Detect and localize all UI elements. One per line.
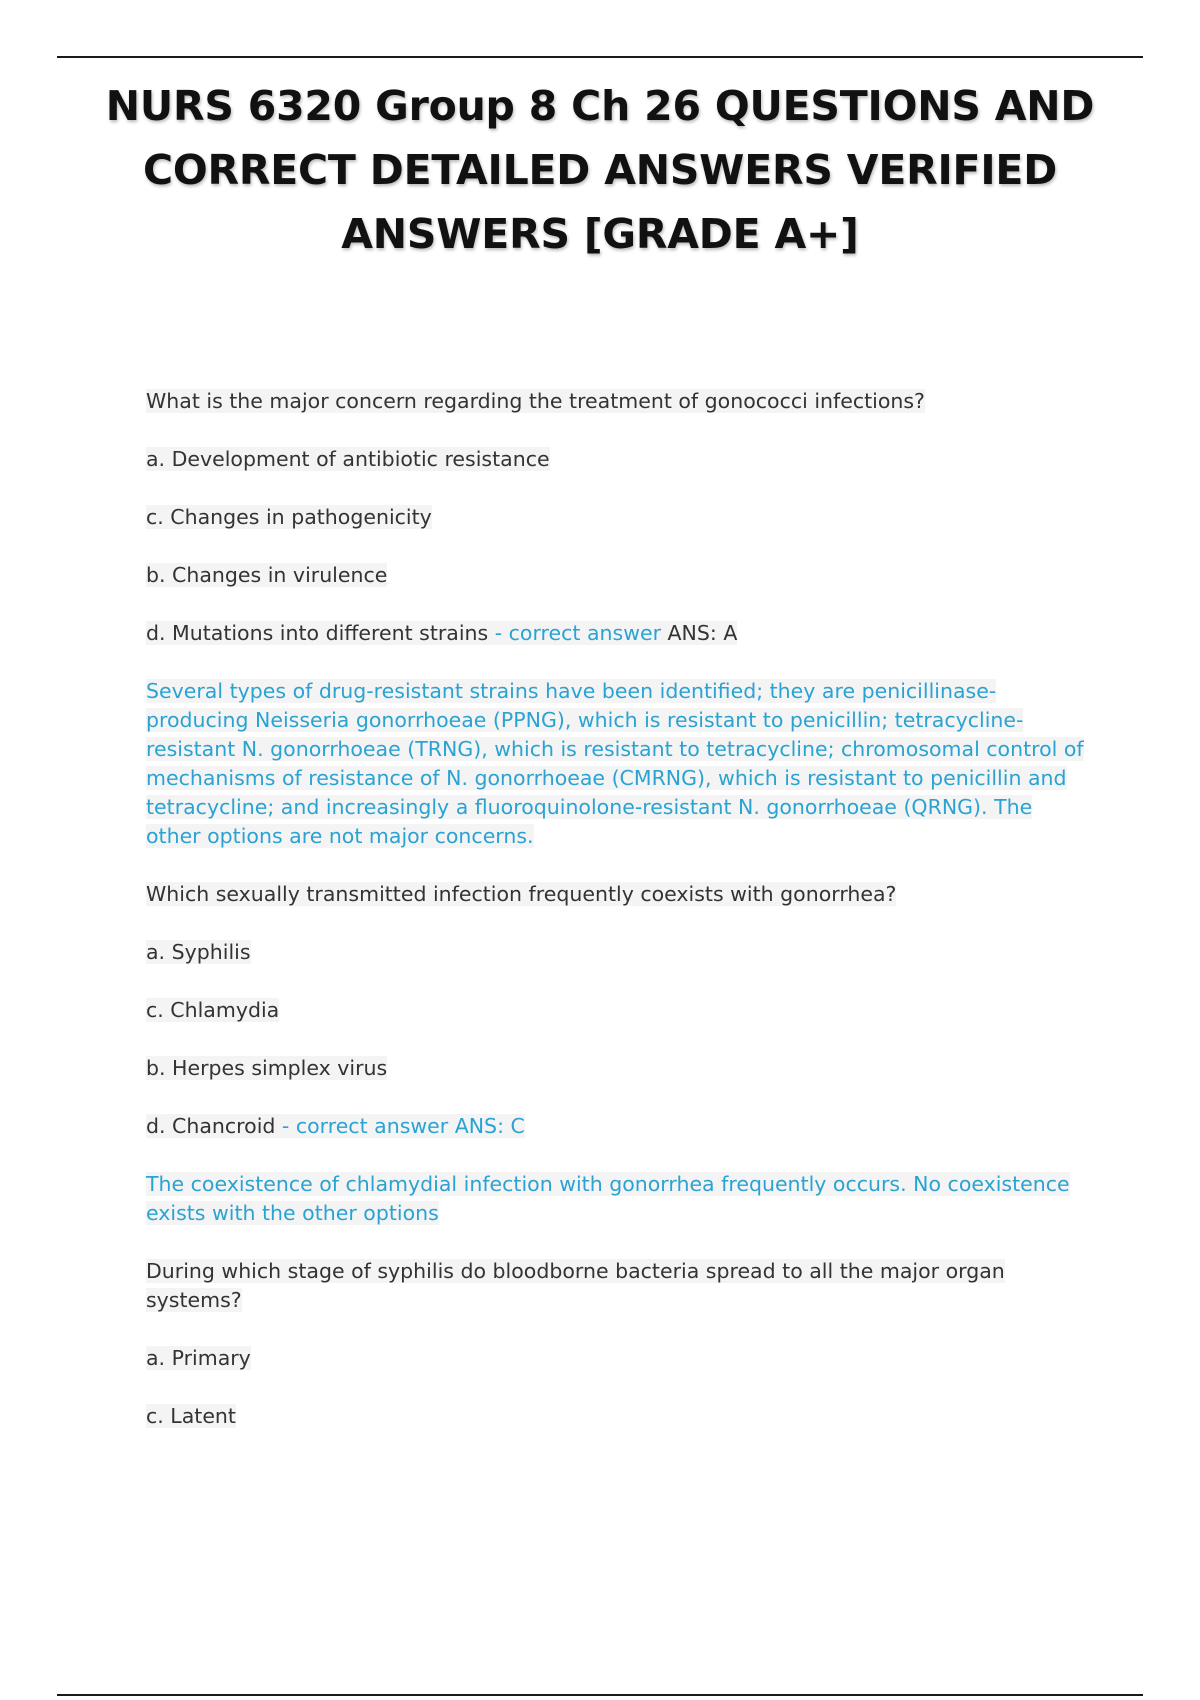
question-1-option: [146, 503, 1086, 532]
option-label: d. Mutations into different strains: [146, 621, 489, 645]
option-label: d. Chancroid: [146, 1114, 276, 1138]
correct-answer-marker: - correct answer ANS: C: [275, 1114, 525, 1138]
option-text: [146, 1114, 525, 1138]
question-3-option: [146, 1344, 1086, 1373]
question-2: [146, 880, 1086, 909]
question-1: [146, 387, 1086, 416]
question-1-option-with-answer: [146, 619, 1086, 648]
top-rule: [57, 56, 1143, 58]
rationale-text: Several types of drug-resistant strains have been identified; they are penicillinase-producing Neisseria gonorrhoeae (PPNG), which is resistant to penicillin; tetracycline-resistant N. gonorrhoeae (TRNG), which is resistant to tetracycline; chromosomal control of mechanisms of resistance of N. gonorrhoeae (CMRNG), which is resistant to penicillin and tetracycline; and increasingly a fluoroquinolone-resistant N. gonorrhoeae (QRNG). The other options are not major concerns.: [146, 679, 1084, 848]
option-text: c. Latent: [146, 1404, 236, 1428]
option-text: a. Development of antibiotic resistance: [146, 447, 550, 471]
qa-content: [146, 387, 1086, 1460]
option-text: c. Chlamydia: [146, 998, 280, 1022]
question-2-option-with-answer: [146, 1112, 1086, 1141]
question-2-option: [146, 1054, 1086, 1083]
option-text: c. Changes in pathogenicity: [146, 505, 432, 529]
bottom-rule: [57, 1694, 1143, 1696]
question-3-option: [146, 1402, 1086, 1431]
answer-key: ANS: A: [661, 621, 738, 645]
option-text: [146, 621, 737, 645]
question-2-rationale: [146, 1170, 1086, 1228]
question-text: What is the major concern regarding the treatment of gonococci infections?: [146, 389, 925, 413]
option-text: b. Changes in virulence: [146, 563, 388, 587]
question-text: Which sexually transmitted infection frequently coexists with gonorrhea?: [146, 882, 897, 906]
question-1-rationale: [146, 677, 1086, 851]
correct-answer-marker: - correct answer: [488, 621, 662, 645]
question-2-option: [146, 938, 1086, 967]
option-text: b. Herpes simplex virus: [146, 1056, 388, 1080]
question-2-option: [146, 996, 1086, 1025]
option-text: a. Primary: [146, 1346, 251, 1370]
question-1-option: [146, 445, 1086, 474]
question-1-option: [146, 561, 1086, 590]
option-text: a. Syphilis: [146, 940, 251, 964]
rationale-text: The coexistence of chlamydial infection with gonorrhea frequently occurs. No coexistence exists with the other options: [146, 1172, 1070, 1225]
document-title: NURS 6320 Group 8 Ch 26 QUESTIONS AND CORRECT DETAILED ANSWERS VERIFIED ANSWERS [GRADE A+]: [105, 82, 1095, 258]
question-3: [146, 1257, 1086, 1315]
question-text: During which stage of syphilis do bloodborne bacteria spread to all the major organ systems?: [146, 1259, 1005, 1312]
